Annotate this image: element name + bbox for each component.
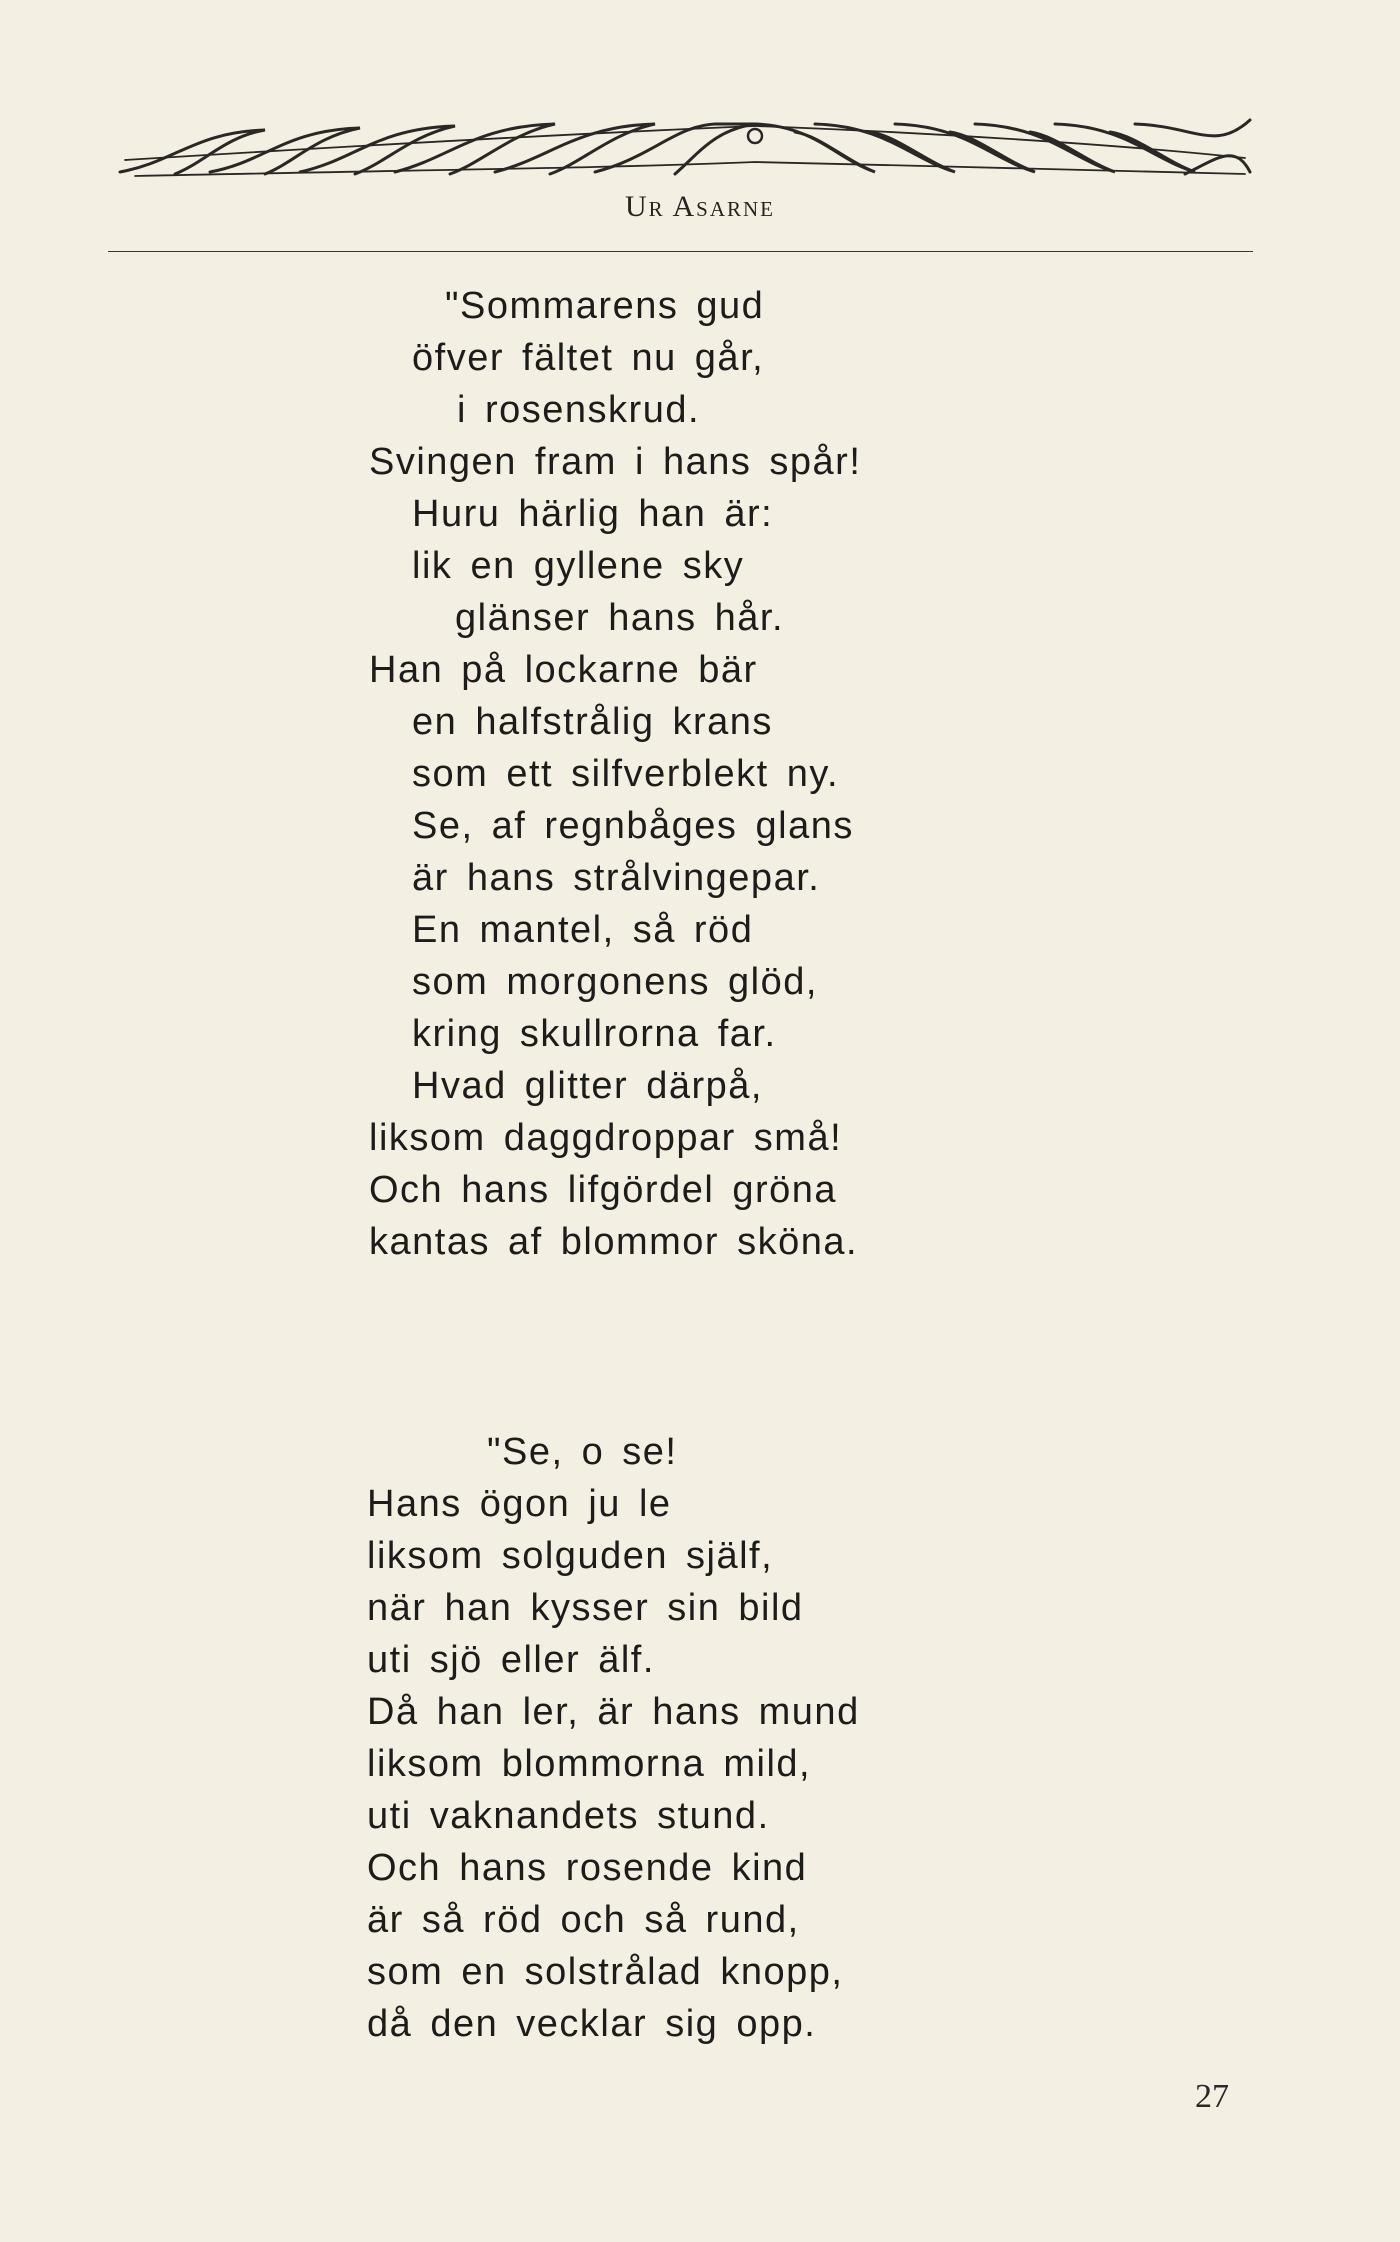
poem-line: kantas af blommor sköna. [369, 1221, 859, 1263]
poem-line: kring skullrorna far. [412, 1013, 777, 1055]
poem-line: "Se, o se! [487, 1431, 678, 1473]
poem-line: som morgonens glöd, [412, 961, 818, 1003]
header-rule [108, 251, 1253, 252]
poem-line: öfver fältet nu går, [412, 337, 765, 379]
poem-line: Huru härlig han är: [412, 493, 774, 535]
poem-line: lik en gyllene sky [412, 545, 745, 587]
running-head: Ur Asarne [624, 190, 776, 223]
poem-line: Då han ler, är hans mund [367, 1691, 860, 1733]
poem-line: Och hans lifgördel gröna [369, 1169, 838, 1211]
poem-line: Hvad glitter därpå, [412, 1065, 763, 1107]
poem-line: i rosenskrud. [457, 389, 701, 431]
poem-line: som ett silfverblekt ny. [412, 753, 840, 795]
poem-line: liksom blommorna mild, [367, 1743, 812, 1785]
poem-line: en halfstrålig krans [412, 701, 773, 743]
poem-line: liksom solguden själf, [367, 1535, 774, 1577]
poem-line: "Sommarens gud [445, 285, 765, 327]
poem-line: En mantel, så röd [412, 909, 754, 951]
poem-line: när han kysser sin bild [367, 1587, 804, 1629]
poem-line: uti sjö eller älf. [367, 1639, 655, 1681]
poem-line: är hans strålvingepar. [412, 857, 821, 899]
poem-line: då den vecklar sig opp. [367, 2003, 817, 2045]
poem-line: liksom daggdroppar små! [369, 1117, 843, 1159]
poem-line: som en solstrålad knopp, [367, 1951, 844, 1993]
poem-line: är så röd och så rund, [367, 1899, 800, 1941]
poem-line: Se, af regnbåges glans [412, 805, 854, 847]
poem-line: Svingen fram i hans spår! [369, 441, 862, 483]
poem-line: uti vaknandets stund. [367, 1795, 770, 1837]
poem-line: Han på lockarne bär [369, 649, 758, 691]
braided-ornament-icon [115, 112, 1255, 182]
page-number: 27 [1195, 2078, 1229, 2115]
poem-line: Hans ögon ju le [367, 1483, 672, 1525]
poem-line: Och hans rosende kind [367, 1847, 808, 1889]
poem-line: glänser hans hår. [455, 597, 785, 639]
